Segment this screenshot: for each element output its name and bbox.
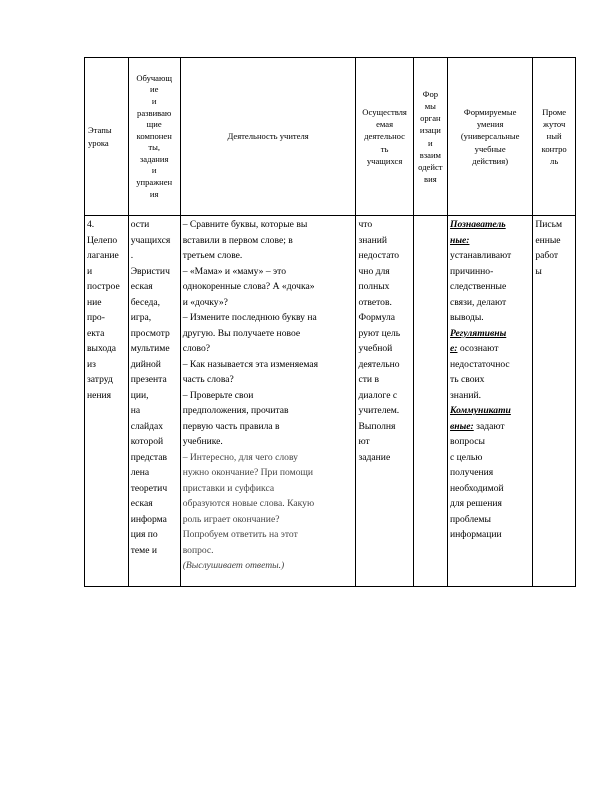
header-content-line: и: [151, 165, 157, 176]
stage-line: из: [87, 358, 96, 370]
header-content-line: ие: [149, 84, 159, 95]
skills-line: устанавливают: [450, 250, 512, 261]
header-forms-line: Фор: [422, 88, 439, 99]
header-content-line: щие: [146, 119, 162, 130]
content-line: еская: [130, 281, 153, 292]
content-line: теме и: [130, 544, 158, 556]
header-content-line: компонен: [136, 130, 172, 141]
student-line: чно для: [358, 265, 390, 277]
header-stages-line: урока: [88, 137, 109, 148]
cell-control: [533, 216, 576, 587]
teacher-line: образуются новые слова. Какую: [182, 498, 315, 509]
header-skills-line: Формируемые: [463, 106, 517, 117]
skills-line: причинно-: [450, 265, 494, 277]
skills-category-label: е:: [450, 343, 458, 354]
stage-line: ние: [87, 296, 102, 308]
header-forms-line: орган: [420, 113, 441, 124]
teacher-line: Попробуем ответить на этот: [182, 529, 298, 540]
stage-line: построе: [87, 281, 120, 292]
header-skills-line: учебные: [474, 143, 506, 154]
teacher-line: слово?: [182, 343, 211, 354]
content-line: беседа,: [130, 296, 160, 308]
teacher-line: однокоренные слова? А «дочка»: [182, 281, 315, 292]
stage-line: лагание: [87, 250, 119, 261]
skills-line: проблемы: [450, 513, 491, 525]
header-student-line: деятельнос: [364, 131, 405, 142]
content-line: лена: [130, 467, 150, 478]
content-line: еская: [130, 498, 153, 509]
content-line: дийной: [130, 358, 161, 370]
header-control-line: жуточ: [543, 119, 566, 130]
header-student-line: учащихся: [366, 155, 403, 166]
skills-category-label: вные:: [450, 420, 474, 432]
student-line: диалоге с: [358, 389, 398, 401]
header-skills-line: (универсальные: [460, 131, 520, 142]
header-student-line: ть: [380, 143, 389, 154]
header-content-line: ия: [149, 188, 159, 199]
skills-line: информации: [450, 529, 502, 540]
header-student: [356, 58, 413, 216]
content-line: на: [130, 405, 141, 416]
skills-line: выводы.: [450, 312, 484, 323]
student-line: что: [358, 219, 373, 230]
stage-line: Целепо: [87, 234, 118, 246]
skills-line: с целью: [450, 451, 483, 463]
skills-category-label: Регулятивны: [450, 327, 507, 339]
header-control-line: ль: [550, 155, 559, 166]
stage-line: про-: [87, 312, 105, 323]
header-forms-line: одейст: [418, 161, 443, 172]
lesson-plan-table: [84, 57, 576, 587]
skills-line: получения: [450, 467, 494, 478]
skills-line: недостаточнос: [450, 358, 510, 370]
teacher-note: (Выслушивает ответы.): [182, 560, 285, 571]
content-line: просмотр: [130, 327, 170, 339]
content-line: игра,: [130, 312, 152, 323]
student-line: деятельно: [358, 358, 400, 370]
header-stages: [85, 58, 129, 216]
header-skills-line: умения: [476, 119, 504, 130]
header-control: [533, 58, 576, 216]
teacher-line: третьем слове.: [182, 250, 243, 261]
header-student-line: Осуществля: [362, 106, 407, 117]
skills-line: необходимой: [450, 482, 504, 494]
header-content-line: Обучающ: [136, 72, 173, 83]
student-line: Выполня: [358, 420, 396, 432]
skills-line: следственные: [450, 281, 507, 292]
skills-line: осознают: [459, 343, 499, 354]
teacher-line: первую часть правила в: [182, 420, 280, 432]
header-forms-line: и: [428, 137, 433, 148]
content-line: которой: [130, 436, 164, 447]
teacher-line: – Измените последнюю букву на: [182, 312, 317, 323]
student-line: задание: [358, 451, 391, 463]
header-content-line: развиваю: [137, 107, 172, 118]
content-line: мультиме: [130, 343, 170, 354]
stage-line: екта: [87, 327, 105, 339]
skills-line: ть своих: [450, 374, 485, 385]
skills-category-label: Коммуникати: [450, 405, 511, 416]
header-skills: [448, 58, 533, 216]
header-content: [128, 58, 180, 216]
content-line: слайдах: [130, 420, 164, 432]
cell-stage: [85, 216, 129, 587]
cell-content: [128, 216, 180, 587]
header-forms-line: взаим: [419, 149, 441, 160]
content-line: учащихся: [130, 234, 171, 246]
student-line: ответов.: [358, 296, 392, 308]
stage-line: 4.: [87, 219, 95, 230]
skills-line: связи, делают: [450, 296, 507, 308]
teacher-line: – Проверьте свои: [182, 389, 254, 401]
content-line: теоретич: [130, 482, 168, 494]
control-line: ы: [535, 265, 542, 277]
skills-category-label: Познаватель: [450, 219, 506, 230]
control-line: енные: [535, 234, 561, 246]
content-line: информа: [130, 513, 167, 525]
header-control-line: Проме: [542, 106, 567, 117]
content-line: ции,: [130, 389, 149, 401]
student-line: учебной: [358, 343, 393, 354]
header-content-line: задания: [139, 153, 169, 164]
skills-line: задают: [476, 420, 505, 432]
teacher-line: нужно окончание? При помощи: [182, 467, 314, 478]
teacher-line: и «дочку»?: [182, 296, 228, 308]
skills-line: для решения: [450, 498, 502, 509]
header-content-line: ты,: [148, 142, 161, 153]
header-forms-line: мы: [424, 100, 436, 111]
teacher-line: учебнике.: [182, 436, 223, 447]
header-stages-line: Этапы: [88, 125, 112, 136]
cell-forms: [413, 216, 447, 587]
content-line: ция по: [130, 529, 158, 540]
teacher-line: предположения, прочитав: [182, 405, 289, 416]
skills-line: знаний.: [450, 389, 481, 401]
header-forms-line: вия: [424, 174, 437, 185]
teacher-line: приставки и суффикса: [182, 482, 275, 494]
header-teacher: [180, 58, 356, 216]
header-control-line: ный: [546, 131, 562, 142]
teacher-line: другую. Вы получаете новое: [182, 327, 301, 339]
header-control-line: контро: [541, 143, 567, 154]
header-content-line: и: [151, 95, 157, 106]
stage-line: нения: [87, 389, 112, 401]
student-line: ют: [358, 436, 370, 447]
skills-line: вопросы: [450, 436, 485, 447]
teacher-line: – Сравните буквы, которые вы: [182, 219, 308, 230]
teacher-line: роль играет окончание?: [182, 513, 280, 525]
teacher-line: – «Мама» и «маму» – это: [182, 265, 286, 277]
student-line: сти в: [358, 374, 379, 385]
student-line: учителем.: [358, 405, 400, 416]
teacher-line: часть слова?: [182, 374, 234, 385]
table-row: [85, 216, 576, 587]
header-student-line: емая: [376, 119, 394, 130]
teacher-line: – Интересно, для чего слову: [182, 451, 298, 463]
header-content-line: упражнен: [136, 177, 173, 188]
student-line: полных: [358, 281, 390, 292]
content-line: .: [130, 250, 134, 261]
header-forms: [413, 58, 447, 216]
content-line: ости: [130, 219, 150, 230]
student-line: недостато: [358, 250, 400, 261]
header-skills-line: действия): [472, 155, 509, 166]
stage-line: выхода: [87, 343, 117, 354]
content-line: презента: [130, 374, 167, 385]
content-line: Эвристич: [130, 265, 170, 277]
stage-line: затруд: [87, 374, 113, 385]
student-line: руют цель: [358, 327, 401, 339]
cell-teacher-activity: [180, 216, 356, 587]
cell-skills: [448, 216, 533, 587]
header-teacher-line: Деятельность учителя: [227, 131, 309, 142]
student-line: Формула: [358, 312, 396, 323]
header-forms-line: изаци: [419, 125, 441, 136]
teacher-line: – Как называется эта изменяемая: [182, 358, 319, 370]
control-line: работ: [535, 250, 559, 261]
student-line: знаний: [358, 234, 388, 246]
content-line: представ: [130, 451, 167, 463]
cell-student-activity: [356, 216, 413, 587]
control-line: Письм: [535, 219, 563, 230]
table-header-row: [85, 58, 576, 216]
teacher-line: вставили в первом слове; в: [182, 234, 293, 246]
teacher-line: вопрос.: [182, 544, 214, 556]
stage-line: и: [87, 265, 93, 277]
skills-category-label: ные:: [450, 234, 470, 246]
